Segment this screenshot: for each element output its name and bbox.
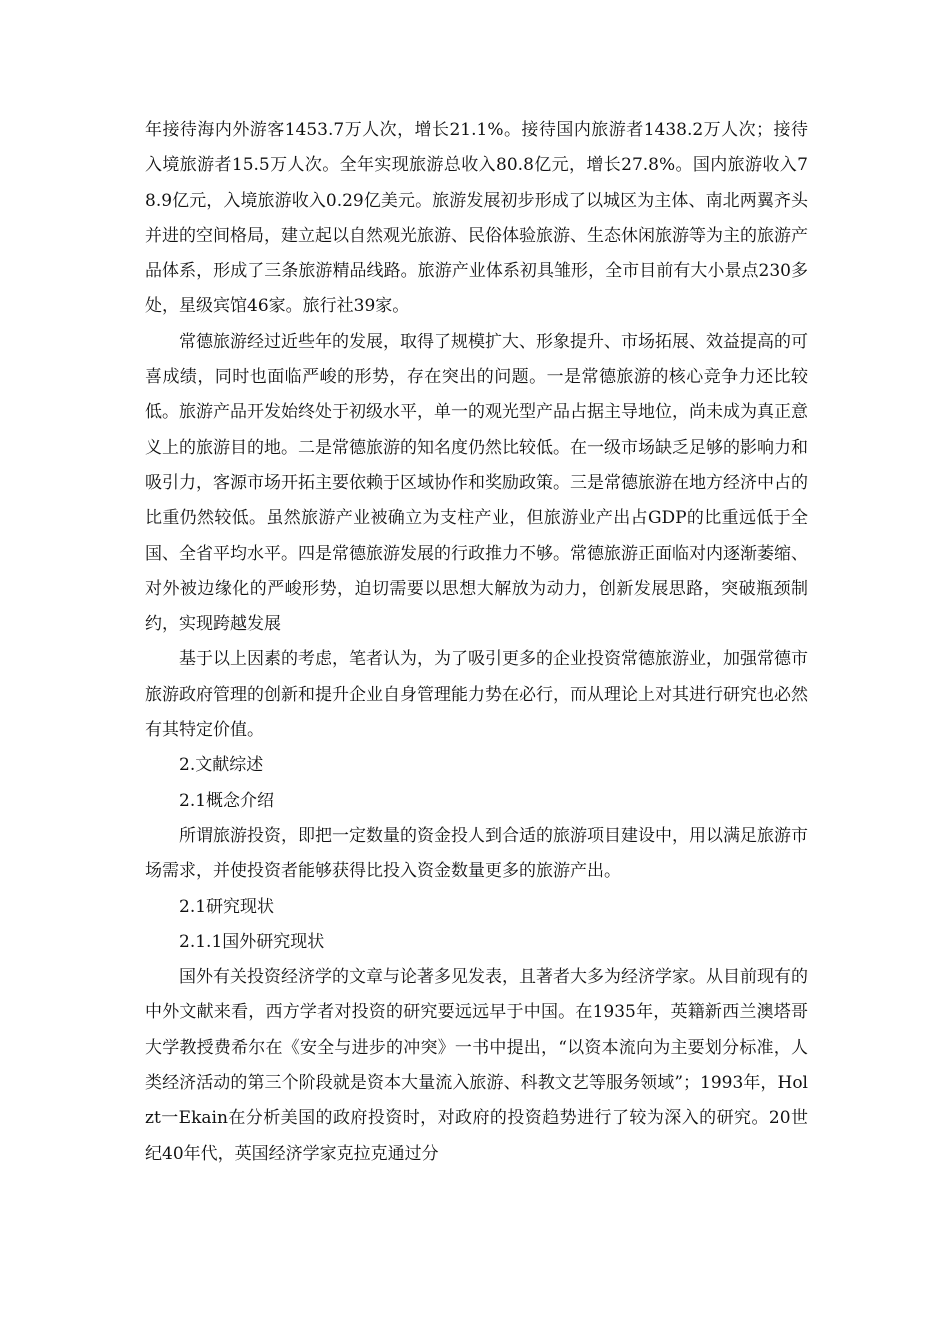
- paragraph-research-motivation: 基于以上因素的考虑，笔者认为，为了吸引更多的企业投资常德旅游业，加强常德市旅游政府管理的创新和提升企业自身管理能力势在必行，而从理论上对其进行研究也必然有其特定价值。: [145, 649, 808, 741]
- paragraph-concept-definition: 所谓旅游投资，即把一定数量的资金投人到合适的旅游项目建设中，用以满足旅游市场需求，并使投资者能够获得比投入资金数量更多的旅游产出。: [145, 825, 808, 882]
- paragraph-tourism-problems: 常德旅游经过近些年的发展，取得了规模扩大、形象提升、市场拓展、效益提高的可喜成绩，同时也面临严峻的形势，存在突出的问题。一是常德旅游的核心竞争力还比较低。旅游产品开发始终处于初级水平，单一的观光型产品占据主导地位，尚未成为真正意义上的旅游目的地。二是常德旅游的知名度仍然比较低。在一级市场缺乏足够的影响力和吸引力，客源市场开拓主要依赖于区域协作和奖励政策。三是常德旅游在地方经济中占的比重仍然较低。虽然旅游产业被确立为支柱产业，但旅游业产出占GDP的比重远低于全国、全省平均水平。四是常德旅游发展的行政推力不够。常德旅游正面临对内逐渐萎缩、对外被边缘化的严峻形势，迫切需要以思想大解放为动力，创新发展思路，突破瓶颈制约，实现跨越发展: [145, 331, 808, 635]
- document-page: [145, 113, 808, 1172]
- paragraph-tourism-statistics: 年接待海内外游客1453.7万人次，增长21.1%。接待国内旅游者1438.2万人次；接待入境旅游者15.5万人次。全年实现旅游总收入80.8亿元，增长27.8%。国内旅游收入78.9亿元，入境旅游收入0.29亿美元。旅游发展初步形成了以城区为主体、南北两翼齐头并进的空间格局，建立起以自然观光旅游、民俗体验旅游、生态休闲旅游等为主的旅游产品体系，形成了三条旅游精品线路。旅游产业体系初具雏形，全市目前有大小景点230多处，星级宾馆46家。旅行社39家。: [145, 120, 808, 317]
- section-heading-concept-introduction: 2.1概念介绍: [179, 790, 275, 811]
- section-heading-literature-review: 2.文献综述: [179, 755, 264, 776]
- paragraph-foreign-research: 国外有关投资经济学的文章与论著多见发表，且著者大多为经济学家。从目前现有的中外文献来看，西方学者对投资的研究要远远早于中国。在1935年，英籍新西兰澳塔哥大学教授费希尔在《安全与进步的冲突》一书中提出，“以资本流向为主要划分标准，人类经济活动的第三个阶段就是资本大量流入旅游、科教文艺等服务领域”；1993年，Holzt一Ekain在分析美国的政府投资时，对政府的投资趋势进行了较为深入的研究。20世纪40年代，英国经济学家克拉克通过分: [145, 967, 808, 1164]
- section-heading-foreign-research: 2.1.1国外研究现状: [179, 931, 325, 952]
- section-heading-research-status: 2.1研究现状: [179, 896, 275, 917]
